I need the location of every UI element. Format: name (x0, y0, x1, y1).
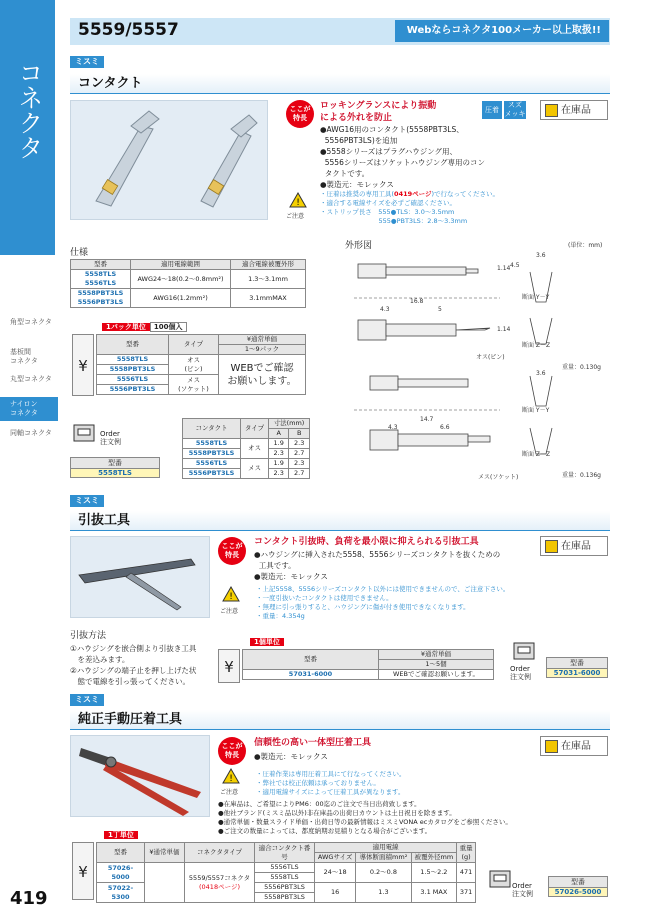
dim-label: 3.6 (536, 370, 546, 377)
insulation-od: 1.5〜2.2 (411, 863, 457, 883)
method-line: 態で電線を引っ張ってください。 (70, 677, 190, 686)
dim-label: 4.3 (380, 306, 390, 313)
price-qty-header: 1〜9パック (219, 345, 306, 355)
note-line: ・重量：4.354g (256, 612, 305, 620)
section-label: 断面 Z－Z (522, 451, 551, 458)
price-col-header: コネクタタイプ (185, 843, 255, 863)
bullet-line: ●製造元：モレックス (254, 752, 328, 761)
note-line: 555●PBT3LS：2.8〜3.3mm (320, 217, 468, 225)
bullet-line: 5556PBT3LS)を追加 (320, 136, 398, 145)
dim-b: 2.7 (289, 469, 310, 479)
dim-a: 2.3 (268, 469, 289, 479)
tool-price-table (242, 649, 494, 680)
dim-part-number: 5556PBT3LS (183, 469, 241, 479)
unit-tag: 1個単位 (250, 638, 284, 646)
contact-number: 5558TLS (255, 873, 315, 883)
order-icon (72, 422, 97, 444)
drawing-unit: (単位：mm) (568, 242, 603, 249)
dim-a: 1.9 (268, 439, 289, 449)
spec-wire-range: AWG16(1.2mm²) (131, 289, 231, 308)
bullet-line: ●ハウジングに挿入された5558、5556シリーズコンタクトを抜くための (254, 550, 501, 559)
yen-icon: ¥ (218, 649, 240, 683)
stock-label: 在庫品 (561, 741, 591, 752)
note-line: ・無理に引っ張りすると、ハウジングに傷が付き使用できなくなります。 (256, 603, 470, 611)
awg-size: 24〜18 (315, 863, 356, 883)
note-line: )で行なってください。 (431, 190, 500, 198)
dim-label: 14.7 (420, 416, 434, 423)
feature-badge: ここが 特長 (286, 100, 314, 128)
spec-wire-od: 3.1mmMAX (231, 289, 306, 308)
price-sub-header: AWGサイズ (315, 853, 356, 863)
crimper-notes (256, 770, 556, 797)
svg-text:!: ! (229, 592, 233, 602)
dimension-table (182, 418, 310, 479)
sidebar-item-coaxial[interactable]: 同軸コネクタ (10, 429, 52, 437)
stock-label: 在庫品 (561, 105, 591, 116)
bullet-line: 工具です。 (254, 561, 296, 570)
price-value-cell (145, 863, 185, 903)
connector-type (185, 863, 255, 903)
weight: 371 (457, 883, 476, 903)
price-part-number[interactable]: 5558PBT3LS (97, 365, 169, 375)
spec-heading: 仕様 (70, 248, 89, 258)
price-col-header: 型番 (97, 843, 145, 863)
dim-sub-header: B (289, 429, 310, 439)
price-type: メス (ソケット) (169, 375, 219, 395)
spec-table (70, 259, 306, 308)
method-steps (70, 643, 240, 687)
crimper-illustration (71, 736, 211, 818)
sidebar-item-board[interactable]: 基板間 コネクタ (10, 348, 38, 365)
price-qty-header: 1〜5個 (379, 660, 494, 670)
bullet-line: ●製造元：モレックス (254, 572, 328, 581)
note-line: ・弊社では校正依頼は承っておりません。 (256, 779, 380, 787)
tool-notes (256, 585, 596, 621)
sidebar-category-tab (0, 0, 55, 255)
box-icon (545, 740, 558, 753)
price-part-number[interactable]: 5556PBT3LS (97, 385, 169, 395)
yen-icon: ¥ (72, 842, 94, 900)
order-label: Order 注文例 (100, 430, 121, 446)
warning-icon (289, 192, 307, 208)
price-col-header: 重量 (g) (457, 843, 476, 863)
dim-sub-header: A (268, 429, 289, 439)
dim-col-header: コンタクト (183, 419, 241, 439)
note-line: ・適用電線サイズによって圧着工具が異なります。 (256, 788, 405, 796)
contact-notes (320, 190, 600, 226)
dim-label: 4.3 (388, 424, 398, 431)
drawing-title: 外形図 (345, 241, 373, 251)
caution-label: ご注意 (220, 789, 239, 796)
order-example (546, 657, 608, 678)
method-line: ①ハウジングを嵌合側より引抜き工具 (70, 644, 197, 653)
note-line: ・適合する電線サイズを必ずご確認ください。 (320, 199, 456, 207)
dim-b: 2.3 (289, 439, 310, 449)
order-example (70, 457, 160, 478)
price-sub-header: 導体断面積mm² (356, 853, 411, 863)
price-part-number[interactable]: 57031-6000 (243, 670, 379, 680)
feature-headline: 信頼性の高い一体型圧着工具 (254, 738, 372, 748)
unit-tag: 1パック単位 (102, 323, 150, 331)
price-value: WEBでご確認お願いします。 (379, 670, 494, 680)
note-line: ・上記5558、5556シリーズコンタクト以外には使用できませんので、ご注意下さい。 (256, 585, 510, 593)
unit-tag: 1丁単位 (104, 831, 138, 839)
price-col-header: ¥通常単価 (145, 843, 185, 863)
section-header-contact (70, 74, 610, 94)
unit-qty: 100個入 (150, 322, 187, 332)
order-example (548, 876, 608, 897)
yen-icon: ¥ (72, 334, 94, 396)
dim-part-number: 5558TLS (183, 439, 241, 449)
feature-headline: コンタクト引抜時、負荷を最小限に抑えられる引抜工具 (254, 537, 479, 547)
bullet-line: ●製造元：モレックス (320, 180, 394, 189)
sidebar-item-square[interactable]: 角型コネクタ (10, 318, 52, 326)
bullet-line: ●5558シリーズはプラグハウジング用、 (320, 147, 457, 156)
sidebar-category-label: コネクタ (15, 60, 44, 160)
order-icon (512, 640, 537, 662)
dim-b: 2.7 (289, 449, 310, 459)
price-part-number[interactable]: 5556TLS (97, 375, 169, 385)
note-line: ・一度引抜いたコンタクトは使用できません。 (256, 594, 393, 602)
section-label: 断面 Y－Y (522, 407, 550, 414)
conductor-area: 1.3 (356, 883, 411, 903)
price-col-header: ¥通常単価 (219, 335, 306, 345)
dim-type: オス (241, 439, 269, 459)
spec-part-number: 5558TLS 5556TLS (71, 270, 131, 289)
price-col-header: 適用電線 (315, 843, 457, 853)
section-header-crimper (70, 710, 610, 730)
feature-badge: ここが 特長 (218, 737, 246, 765)
brand-badge: ミスミ (70, 495, 104, 507)
order-model-label: 型番 (547, 658, 607, 669)
connector-page-link[interactable]: (0418ページ) (199, 882, 240, 891)
order-model-label: 型番 (71, 458, 159, 469)
dim-label: 3.6 (536, 252, 546, 259)
male-label: オス(ピン) (476, 354, 505, 361)
insulation-od: 3.1 MAX (411, 883, 457, 903)
order-model[interactable]: 5558TLS (71, 469, 159, 477)
contact-number: 5556TLS (255, 863, 315, 873)
footnote-line: ●他社ブランド(ミスミ品以外)非在庫品の出荷日カウントは土日祝日を除きます。 (218, 809, 456, 817)
footnote-line: ●ご注文の数量によっては、都度納期お見積りとなる場合がございます。 (218, 827, 432, 835)
dim-label: 1.14 (497, 326, 511, 333)
crimp-tag: 圧着 (482, 101, 502, 119)
order-label: Order 注文例 (512, 882, 533, 898)
dim-col-header: タイプ (241, 419, 269, 439)
promo-banner[interactable]: Webならコネクタ100メーカー以上取扱!! (395, 20, 609, 42)
order-model[interactable]: 57031-6000 (547, 669, 607, 677)
stock-label: 在庫品 (561, 541, 591, 552)
awg-size: 16 (315, 883, 356, 903)
contact-price-table (96, 334, 306, 395)
page-number: 419 (10, 888, 48, 909)
spec-wire-od: 1.3〜3.1mm (231, 270, 306, 289)
weight-label: 重量：0.130g (562, 364, 601, 371)
section-title: 純正手動圧着工具 (78, 712, 183, 727)
sidebar-item-round[interactable]: 丸型コネクタ (10, 375, 52, 383)
piece-unit (104, 830, 138, 840)
tin-plating-tag: スズ メッキ (504, 101, 526, 118)
contact-number: 5558PBT3LS (255, 893, 315, 903)
connector-name: 5559/5557コネクタ (188, 873, 251, 882)
extraction-tool-illustration (71, 537, 211, 619)
method-line: ②ハウジングの端子止を押し上げた状 (70, 666, 197, 675)
note-line: ・圧着は推奨の専用工具( (320, 190, 395, 198)
price-col-header: 適合コンタクト番号 (255, 843, 315, 863)
conductor-area: 0.2〜0.8 (356, 863, 411, 883)
bullet-line: ●AWG16用のコンタクト(5558PBT3LS、 (320, 125, 464, 134)
contact-number: 5556PBT3LS (255, 883, 315, 893)
section-header-tool (70, 511, 610, 531)
tool-photo (70, 536, 210, 618)
price-type: オス (ピン) (169, 355, 219, 375)
bullet-line: 5556シリーズはソケットハウジング専用のコン (320, 158, 486, 167)
brand-badge: ミスミ (70, 56, 104, 68)
order-icon (488, 868, 513, 890)
price-value: WEBでご確認 お願いします。 (219, 355, 306, 395)
price-col-header: 型番 (243, 650, 379, 670)
footnote-line: ●通常単価・数量スライド単価・出荷日等の最新情報はミスミVONA ecカタログをご参照ください。 (218, 818, 512, 826)
caution-label: ご注意 (286, 213, 305, 220)
dim-label: 16.8 (410, 298, 424, 305)
dim-part-number: 5556TLS (183, 459, 241, 469)
dim-a: 2.3 (268, 449, 289, 459)
dim-label: 5 (438, 306, 442, 313)
footnotes (218, 800, 608, 836)
spec-col-header: 型番 (71, 260, 131, 270)
contact-illustration (71, 101, 269, 221)
crimper-photo (70, 735, 210, 817)
price-part-number[interactable]: 57026-5000 (97, 863, 145, 883)
caution-label: ご注意 (220, 608, 239, 615)
piece-unit (250, 637, 284, 647)
brand-badge: ミスミ (70, 694, 104, 706)
svg-text:!: ! (296, 198, 300, 208)
section-label: 断面 Z－Z (522, 342, 551, 349)
spec-part-number: 5558PBT3LS 5556PBT3LS (71, 289, 131, 308)
weight-label: 重量：0.136g (562, 472, 601, 479)
order-model-label: 型番 (549, 877, 607, 888)
dim-type: メス (241, 459, 269, 479)
svg-text:!: ! (229, 774, 233, 784)
note-line: ・圧着作業は専用圧着工具にて行なってください。 (256, 770, 406, 778)
feature-badge: ここが 特長 (218, 537, 246, 565)
dim-label: 4.5 (510, 262, 520, 269)
crimper-price-table (96, 842, 476, 903)
warning-icon (222, 586, 240, 602)
price-col-header: ¥通常単価 (379, 650, 494, 660)
method-title: 引抜方法 (70, 631, 107, 641)
sidebar-item-nylon[interactable]: ナイロン コネクタ (0, 397, 58, 421)
contact-bullets (320, 124, 570, 190)
order-model[interactable]: 57026-5000 (549, 888, 607, 896)
dim-part-number: 5558PBT3LS (183, 449, 241, 459)
dim-col-header: 寸法(mm) (268, 419, 309, 429)
weight: 471 (457, 863, 476, 883)
female-label: メス(ソケット) (478, 474, 519, 481)
dim-label: 6.6 (440, 424, 450, 431)
footnote-line: ●在庫品は、ご希望によりPM6：00迄のご注文で当日出荷致します。 (218, 800, 421, 808)
section-title: 引抜工具 (78, 513, 131, 528)
spec-wire-range: AWG24〜18(0.2〜0.8mm²) (131, 270, 231, 289)
warning-icon (222, 768, 240, 784)
price-sub-header: 被覆外径mm (411, 853, 457, 863)
section-label: 断面 Y－Y (522, 294, 550, 301)
dim-b: 2.3 (289, 459, 310, 469)
stock-badge (540, 100, 608, 120)
section-title: コンタクト (78, 76, 143, 91)
contact-photo (70, 100, 268, 220)
dim-label: 1.14 (497, 265, 511, 272)
spec-col-header: 適用電線範囲 (131, 260, 231, 270)
sidebar-nav (0, 318, 58, 443)
pack-unit (102, 322, 187, 332)
price-col-header: タイプ (169, 335, 219, 355)
method-line: を差込みます。 (70, 655, 130, 664)
page-ref-link[interactable]: 0419ページ (394, 190, 432, 198)
box-icon (545, 104, 558, 117)
price-part-number[interactable]: 57022-5300 (97, 883, 145, 903)
feature-headline: ロッキングランスにより振動 による外れを防止 (320, 101, 437, 123)
price-col-header: 型番 (97, 335, 169, 355)
dim-a: 1.9 (268, 459, 289, 469)
tool-bullets (254, 549, 554, 582)
stock-badge (540, 736, 608, 756)
bullet-line: タクトです。 (320, 169, 370, 178)
order-label: Order 注文例 (510, 665, 531, 681)
page-title: 5559/5557 (78, 20, 179, 40)
spec-col-header: 適合電線被覆外形 (231, 260, 306, 270)
note-line: ・ストリップ長さ 555●TLS：3.0〜3.5mm (320, 208, 455, 216)
price-part-number[interactable]: 5558TLS (97, 355, 169, 365)
